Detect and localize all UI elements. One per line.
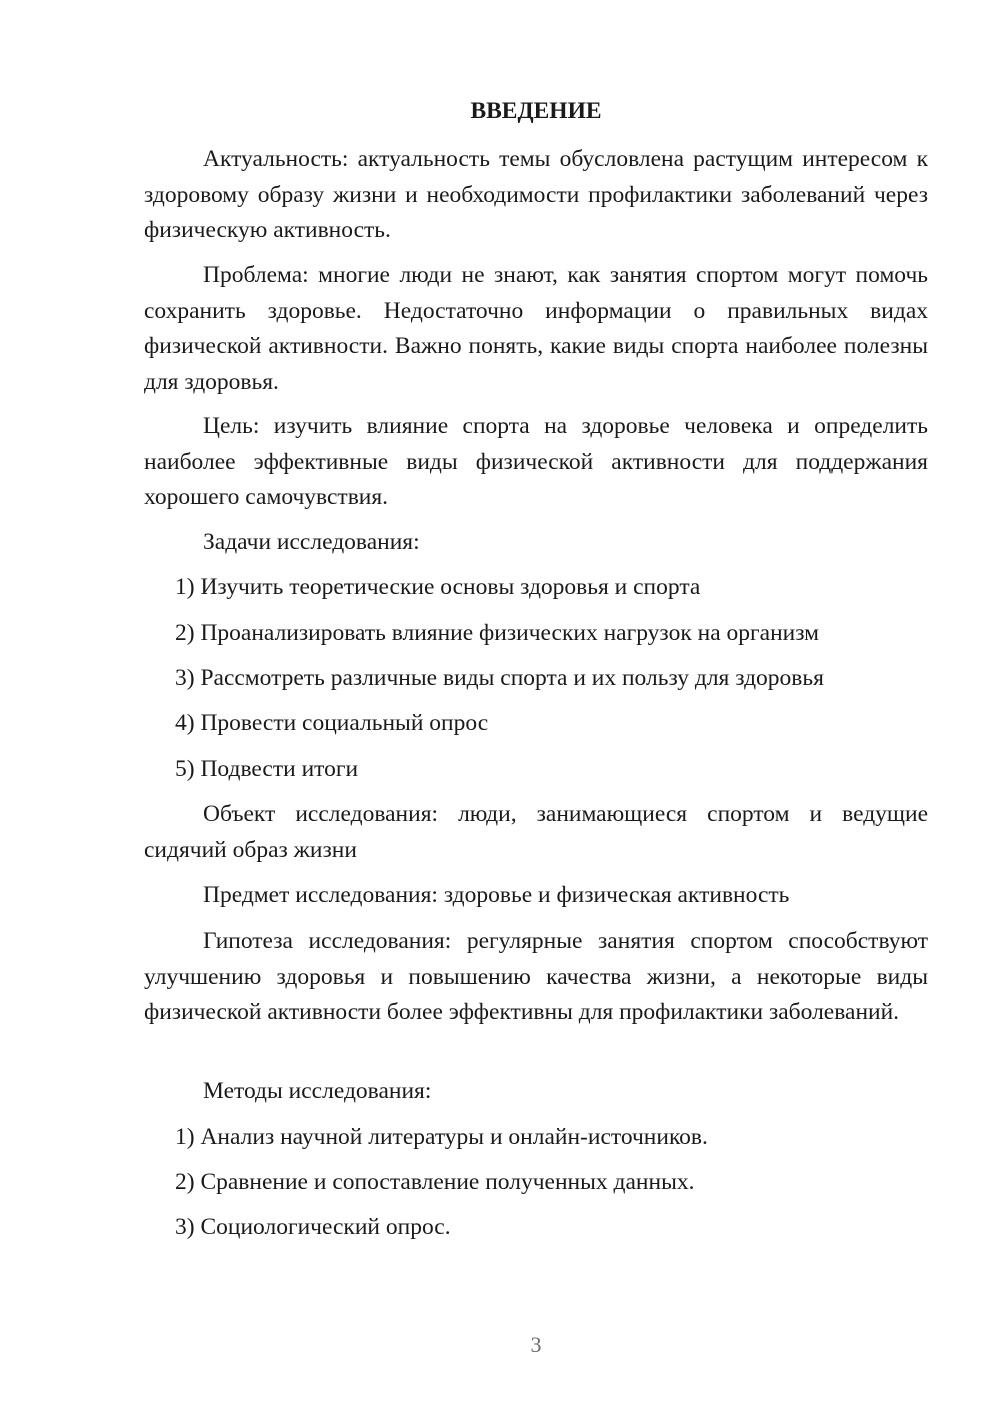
subject-paragraph: Предмет исследования: здоровье и физическая активность	[203, 882, 790, 908]
task-item: 3) Рассмотреть различные виды спорта и их пользу для здоровья	[175, 665, 824, 691]
page-number: 3	[530, 1332, 542, 1357]
task-item: 5) Подвести итоги	[175, 756, 359, 782]
object-paragraph: Объект исследования: люди, занимающиеся спортом и ведущие сидячий образ жизни	[144, 801, 928, 863]
method-item: 1) Анализ научной литературы и онлайн-источников.	[175, 1124, 708, 1150]
goal-paragraph: Цель: изучить влияние спорта на здоровье человека и определить наиболее эффективные виды физической активности для поддержания хорошего самочувствия.	[144, 413, 928, 510]
task-item: 4) Провести социальный опрос	[175, 710, 489, 736]
hypothesis-paragraph: Гипотеза исследования: регулярные занятия спортом способствуют улучшению здоровья и повышению качества жизни, а некоторые виды физической активности более эффективны для профилактики заболеваний.	[144, 928, 928, 1025]
methods-title: Методы исследования:	[203, 1078, 432, 1104]
relevance-paragraph: Актуальность: актуальность темы обусловлена растущим интересом к здоровому образу жизни и необходимости профилактики заболеваний через физическую активность.	[144, 146, 928, 243]
task-item: 2) Проанализировать влияние физических нагрузок на организм	[175, 620, 820, 646]
method-item: 3) Социологический опрос.	[175, 1214, 451, 1240]
problem-paragraph: Проблема: многие люди не знают, как занятия спортом могут помочь сохранить здоровье. Недостаточно информации о правильных видах физической активности. Важно понять, какие виды спорта наиболее полезны для здоровья.	[144, 262, 928, 395]
section-heading: ВВЕДЕНИЕ	[470, 98, 602, 124]
method-item: 2) Сравнение и сопоставление полученных данных.	[175, 1169, 695, 1195]
task-item: 1) Изучить теоретические основы здоровья и спорта	[175, 574, 701, 600]
tasks-title: Задачи исследования:	[203, 529, 420, 555]
